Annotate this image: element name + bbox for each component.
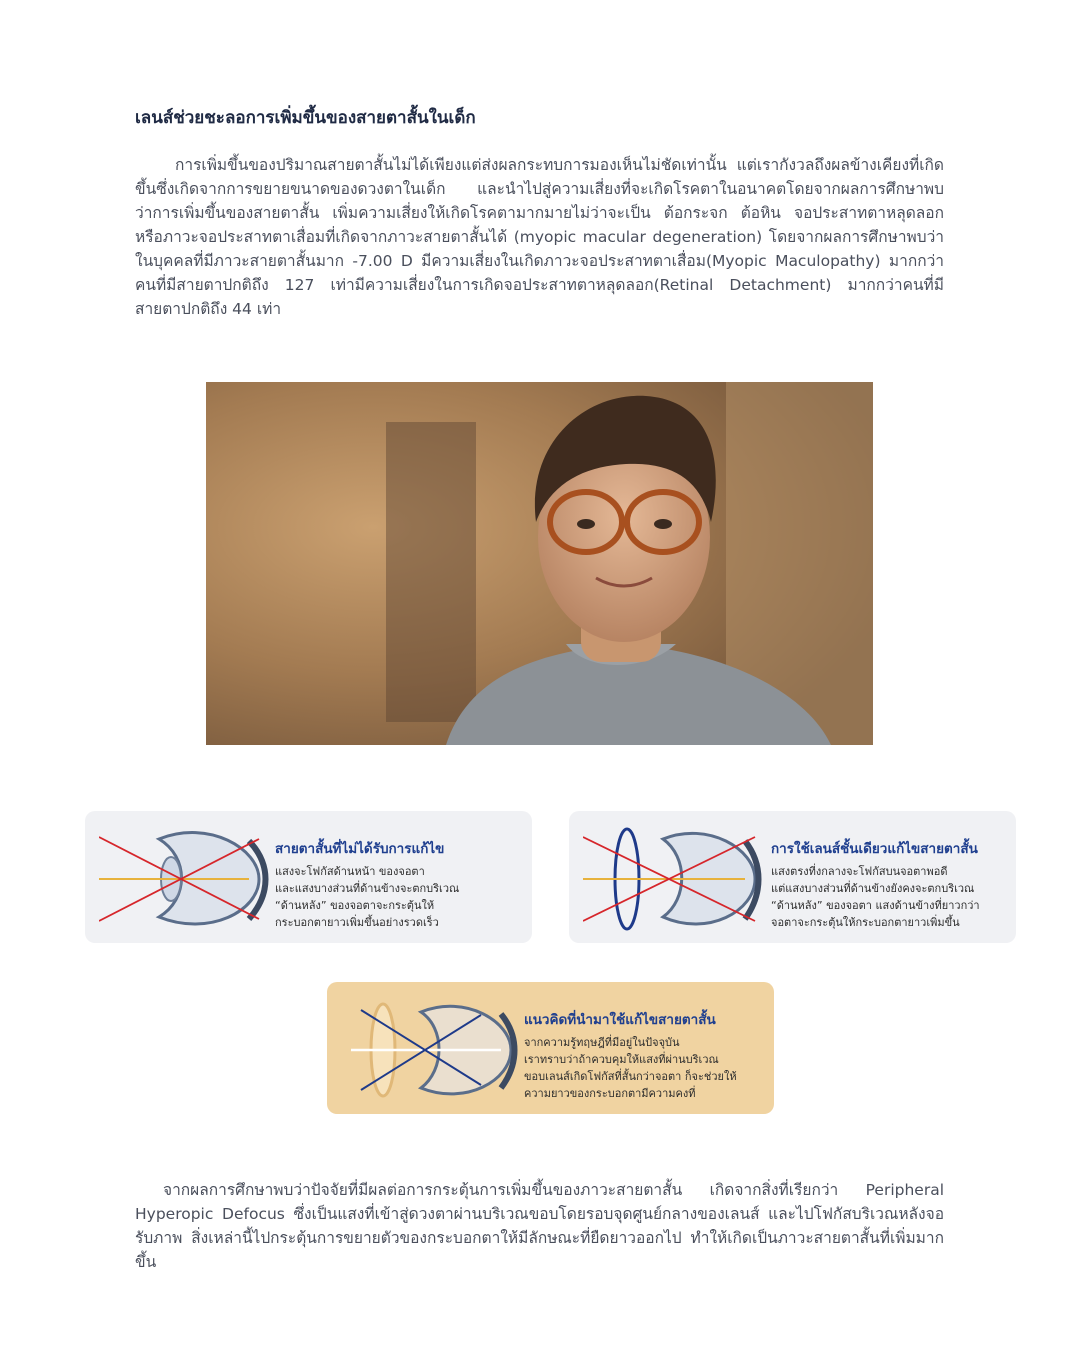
card-line: กระบอกตายาวเพิ่มขึ้นอย่างรวดเร็ว [275,916,439,929]
single-vision-lens-card [569,811,1016,943]
card-line: ความยาวของกระบอกตามีความคงที่ [524,1087,696,1100]
eye-with-lens-diagram-icon [583,819,763,937]
card-line: “ด้านหลัง” ของจอตาจะกระตุ้นให้ [275,899,435,912]
intro-paragraph: การเพิ่มขึ้นของปริมาณสายตาสั้นไม่ได้เพียงแต่ส่งผลกระทบการมองเห็นไม่ชัดเท่านั้น แต่เรากังวลถึงผลข้างเคียงที่เกิดขึ้นซึ่งเกิดจากการขยายขนาดของดวงตาในเด็ก และนำไปสู่ความเสี่ยงที่จะเกิดโรคตาในอนาคตโดยจากผลการศึกษาพบว่าการเพิ่มขึ้นของสายตาสั้น เพิ่มความเสี่ยงให้เกิดโรคตามากมายไม่ว่าจะเป็น ต้อกระจก ต้อหิน จอประสาทตาหลุดลอก หรือภาวะจอประสาทตาเสื่อมที่เกิดจากภาวะสายตาสั้นได้ (myopic macular degeneration) โดยจากผลการศึกษาพบว่าในบุคคลที่มีภาวะสายตาสั้นมาก -7.00 D มีความเสี่ยงในเกิดภาวะจอประสาทตาเสื่อม(Myopic Maculopathy) มากกว่าคนที่มีสายตาปกติถึง 127 เท่ามีความเสี่ยงในการเกิดจอประสาทตาหลุดลอก(Retinal Detachment) มากกว่าคนที่มีสายตาปกติถึง 44 เท่า [135,156,944,318]
card-line: จอตาจะกระตุ้นให้กระบอกตายาวเพิ่มขึ้น [771,916,960,929]
child-with-glasses-image [206,382,873,745]
card-title: การใช้เลนส์ชั้นเดียวแก้ไขสายตาสั้น [771,841,978,857]
card-line: แต่แสงบางส่วนที่ด้านข้างยังคงจะตกบริเวณ [771,882,975,895]
myopia-uncorrected-card [85,811,532,943]
eye-concept-diagram-icon [341,990,521,1108]
article-heading: เลนส์ช่วยชะลอการเพิ่มขึ้นของสายตาสั้นในเด็ก [135,108,476,128]
eye-diagram-icon [99,819,279,937]
card-line: เราทราบว่าถ้าควบคุมให้แสงที่ผ่านบริเวณ [524,1053,719,1066]
card-title: สายตาสั้นที่ไม่ได้รับการแก้ไข [275,841,445,857]
card-line: แสงจะโฟกัสด้านหน้า ของจอตา [275,865,425,878]
concept-solution-card [327,982,774,1114]
card-line: และแสงบางส่วนที่ด้านข้างจะตกบริเวณ [275,882,460,895]
card-line: “ด้านหลัง” ของจอตา แสงด้านข้างที่ยาวกว่า [771,899,980,912]
card-line: ขอบเลนส์เกิดโฟกัสที่สั้นกว่าจอตา ก็จะช่วยให้ [524,1070,737,1083]
card-line: แสงตรงที่งกลางจะโฟกัสบนจอตาพอดี [771,865,948,878]
defocus-paragraph: จากผลการศึกษาพบว่าปัจจัยที่มีผลต่อการกระตุ้นการเพิ่มขึ้นของภาวะสายตาสั้น เกิดจากสิ่งที่เรียกว่า Peripheral Hyperopic Defocus ซึ่งเป็นแสงที่เข้าสู่ดวงตาผ่านบริเวณขอบโดยรอบจุดศูนย์กลางของเลนส์ และไปโฟกัสบริเวณหลังจอรับภาพ สิ่งเหล่านี้ไปกระตุ้นการขยายตัวของกระบอกตาให้มีลักษณะที่ยืดยาวออกไป ทำให้เกิดเป็นภาวะสายตาสั้นที่เพิ่มมากขึ้น [135,1181,944,1271]
child-photo [206,382,873,745]
card-title: แนวคิดที่นำมาใช้แก้ไขสายตาสั้น [524,1012,716,1028]
card-line: จากความรู้ทฤษฎีที่มีอยู่ในปัจจุบัน [524,1036,680,1049]
